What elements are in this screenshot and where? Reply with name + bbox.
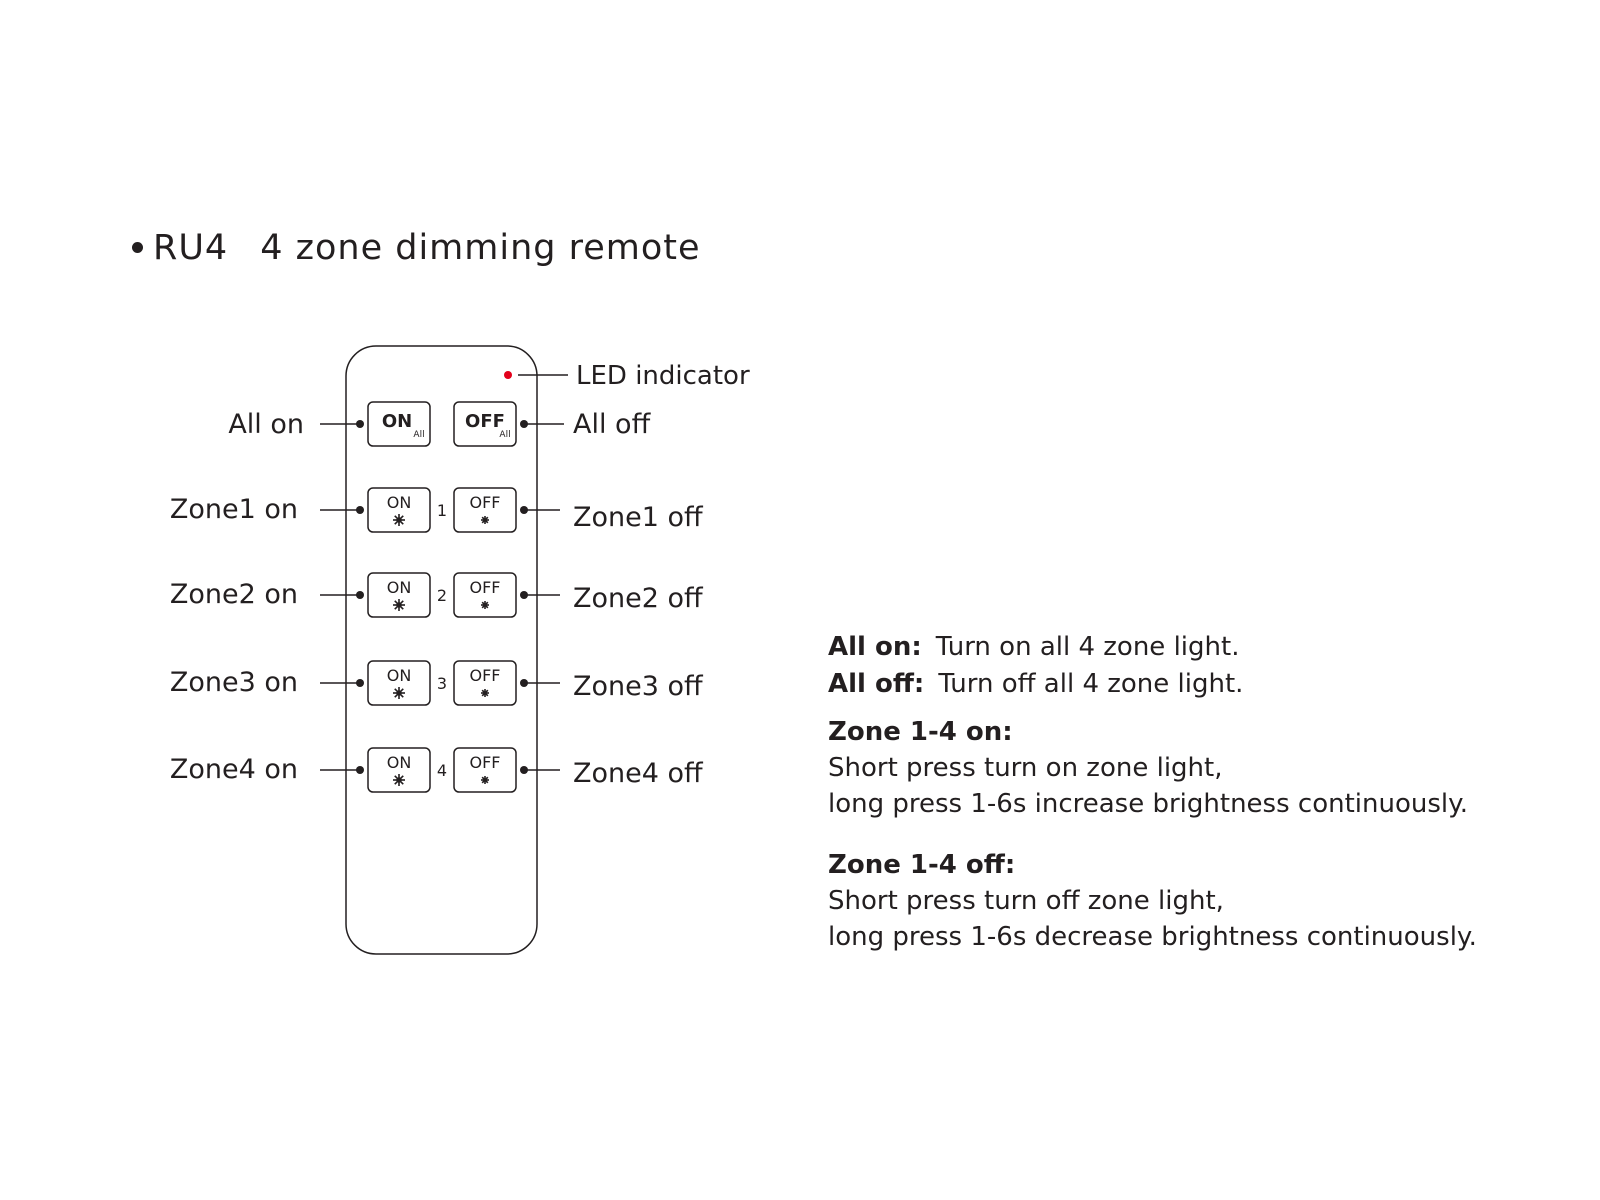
zone3-number: 3 <box>436 674 448 693</box>
zone3-off-button[interactable] <box>454 661 516 705</box>
all-on-term: All on: <box>828 632 922 662</box>
zone-off-line1: Short press turn off zone light, <box>828 886 1224 916</box>
all-off-text: Turn off all 4 zone light. <box>938 669 1244 699</box>
all-off-button-label: OFF <box>465 411 505 432</box>
zone4-on-button[interactable] <box>368 748 430 792</box>
description-block <box>828 632 1477 952</box>
all-on-leader-dot <box>356 420 364 428</box>
zone2-number: 2 <box>436 586 448 605</box>
zone1-row <box>170 488 704 533</box>
brightness-icon <box>393 514 405 526</box>
all-off-button[interactable] <box>454 402 516 446</box>
zone4-off-label: Zone4 off <box>573 758 703 789</box>
zone4-number: 4 <box>436 761 448 780</box>
brightness-icon <box>393 774 405 786</box>
zone4-on-button-label: ON <box>386 753 412 772</box>
zone1-on-label: Zone1 on <box>169 494 298 525</box>
zone-rows <box>170 488 704 792</box>
brightness-icon <box>393 687 405 699</box>
led-indicator-icon <box>504 371 512 379</box>
zone1-on-leader-dot <box>356 506 364 514</box>
zone4-on-leader-dot <box>356 766 364 774</box>
zone-on-line2: long press 1-6s increase brightness continuously. <box>828 789 1469 819</box>
zone2-row <box>170 573 704 617</box>
dim-icon <box>481 776 489 784</box>
model-name: RU4 <box>153 228 229 268</box>
zone3-on-label: Zone3 on <box>169 667 298 698</box>
zone4-on-label: Zone4 on <box>169 754 298 785</box>
zone-on-line1: Short press turn on zone light, <box>828 753 1223 783</box>
all-on-button[interactable] <box>368 402 430 446</box>
all-on-label: All on <box>228 409 304 440</box>
zone3-on-button[interactable] <box>368 661 430 705</box>
all-on-button-sublabel: All <box>413 430 425 440</box>
product-name: 4 zone dimming remote <box>260 228 701 268</box>
zone1-number: 1 <box>436 501 448 520</box>
dim-icon <box>481 689 489 697</box>
all-on-text: Turn on all 4 zone light. <box>935 632 1240 662</box>
zone2-on-leader-dot <box>356 591 364 599</box>
zone3-on-leader-dot <box>356 679 364 687</box>
zone-off-term: Zone 1-4 off: <box>828 850 1016 880</box>
zone2-on-button-label: ON <box>386 578 412 597</box>
zone2-off-button[interactable] <box>454 573 516 617</box>
zone-on-term: Zone 1-4 on: <box>828 717 1013 747</box>
led-indicator-label: LED indicator <box>576 361 750 391</box>
all-on-button-label: ON <box>381 411 413 432</box>
all-on-desc <box>828 632 1239 662</box>
zone2-on-button[interactable] <box>368 573 430 617</box>
zone-off-line2: long press 1-6s decrease brightness continuously. <box>828 922 1477 952</box>
zone1-on-button[interactable] <box>368 488 430 532</box>
dim-icon <box>481 516 489 524</box>
all-off-term: All off: <box>828 669 925 699</box>
zone1-off-button[interactable] <box>454 488 516 532</box>
zone4-row <box>170 748 704 792</box>
dim-icon <box>481 601 489 609</box>
top-row <box>228 402 651 446</box>
zone3-on-button-label: ON <box>386 666 412 685</box>
zone3-row <box>170 661 704 705</box>
zone1-off-label: Zone1 off <box>573 502 703 533</box>
zone2-on-label: Zone2 on <box>169 579 298 610</box>
zone1-off-button-label: OFF <box>469 493 501 512</box>
zone1-on-button-label: ON <box>386 493 412 512</box>
all-off-label: All off <box>573 409 651 440</box>
zone2-off-label: Zone2 off <box>573 583 703 614</box>
zone3-off-label: Zone3 off <box>573 671 703 702</box>
zone4-off-button[interactable] <box>454 748 516 792</box>
zone3-off-button-label: OFF <box>469 666 501 685</box>
all-off-desc <box>828 669 1243 699</box>
brightness-icon <box>393 599 405 611</box>
zone4-off-button-label: OFF <box>469 753 501 772</box>
all-off-button-sublabel: All <box>499 430 511 440</box>
zone2-off-button-label: OFF <box>469 578 501 597</box>
